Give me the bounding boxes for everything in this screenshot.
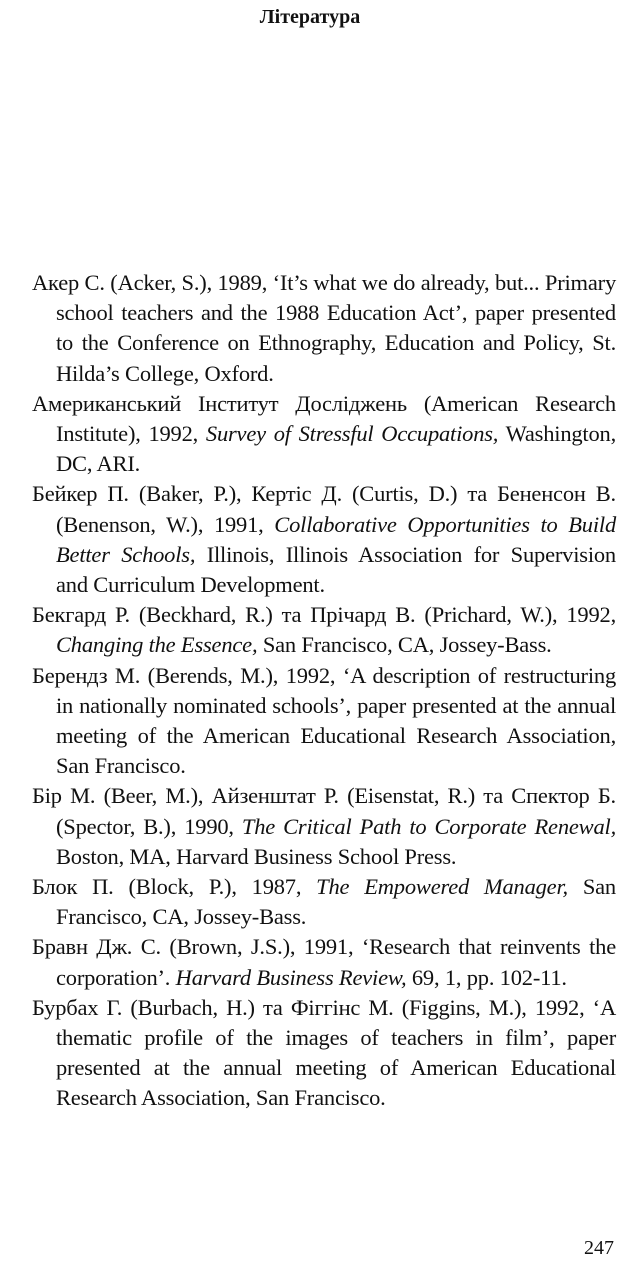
reference-item: [32, 993, 616, 1114]
reference-item: [32, 661, 616, 782]
page-number: 247: [584, 1237, 614, 1259]
reference-text: Бейкер П. (Baker, P.), Кертіс Д. (Curtis, D.) та Бененсон В. (Benenson, W.), 1991,: [32, 481, 616, 537]
reference-text: Бекгард Р. (Beckhard, R.) та Прічард В. (Prichard, W.), 1992,: [32, 602, 616, 628]
reference-text: Блок П. (Block, P.), 1987,: [32, 874, 317, 900]
reference-text: Берендз М. (Berends, M.), 1992, ‘A description of restructuring in nationally nominated schools’, paper presented at the annual meeting of the American Educational Research Association, San Francisco.: [32, 662, 616, 779]
reference-text: San Francisco, CA, Jossey-Bass.: [257, 632, 552, 658]
reference-title: Collaborative Opportunities to Build Better Schools,: [56, 511, 617, 567]
reference-item: [32, 932, 616, 992]
reference-item: [32, 389, 616, 480]
reference-text: 69, 1, pp. 102-11.: [406, 964, 567, 990]
reference-item: [32, 479, 616, 600]
reference-title: Survey of Stressful Occupations,: [205, 421, 499, 447]
page-heading: Література: [259, 6, 361, 28]
reference-item: [32, 872, 616, 932]
reference-text: Бравн Дж. С. (Brown, J.S.), 1991, ‘Research that reinvents the corporation’.: [32, 934, 616, 990]
reference-list: [32, 268, 616, 1114]
reference-text: Бурбах Г. (Burbach, H.) та Фіггінс М. (Figgins, M.), 1992, ‘A thematic profile of the images of teachers in film’, paper presented at the annual meeting of American Educational Research Association, San Francisco.: [32, 994, 616, 1111]
reference-title: Changing the Essence,: [56, 632, 258, 658]
reference-item: [32, 600, 616, 660]
reference-title: The Empowered Manager,: [316, 874, 568, 900]
reference-text: Акер С. (Acker, S.), 1989, ‘It’s what we do already, but... Primary school teachers and the 1988 Education Act’, paper presented to the Conference on Ethnography, Education and Policy, St. Hilda’s College, Oxford.: [32, 270, 616, 386]
reference-text: Washington, DC, ARI.: [56, 421, 616, 477]
reference-title: The Critical Path to Corporate Renewal,: [241, 813, 617, 839]
reference-title: Harvard Business Review,: [175, 964, 407, 990]
reference-text: Американський Інститут Досліджень (American Research Institute), 1992,: [32, 390, 616, 447]
reference-text: San Francisco, CA, Jossey-Bass.: [56, 874, 616, 930]
reference-item: [32, 268, 616, 389]
reference-text: Illinois, Illinois Association for Supervision and Curriculum Development.: [56, 541, 616, 598]
reference-text: Boston, MA, Harvard Business School Press.: [56, 843, 457, 869]
reference-item: [32, 781, 616, 872]
reference-text: Бір М. (Beer, M.), Айзенштат Р. (Eisenstat, R.) та Спектор Б. (Spector, B.), 1990,: [32, 783, 616, 839]
